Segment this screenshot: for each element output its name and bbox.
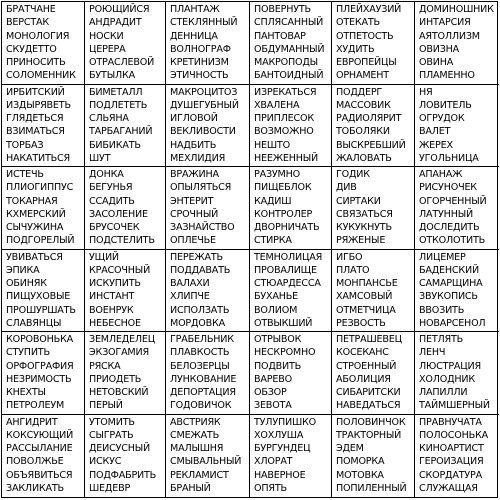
word-text: ЛИЦЕМЕР [419, 251, 466, 263]
word-text: ПОВЕРНУТЬ [254, 4, 311, 15]
word-text: РИСУНОЧЕК [419, 182, 477, 194]
word-text: КИНОАРТИСТ [419, 443, 484, 455]
word-text: ПОДВИТЬ [254, 360, 302, 372]
word-text: СЫГРАТЬ [89, 429, 134, 441]
word-cell [85, 85, 166, 168]
word-text: ТЕМНОЛИЦАЯ [254, 251, 323, 263]
word-cell [2, 332, 85, 415]
word-text: НЕБЕСНОЕ [89, 317, 141, 329]
word-text: ПОДДЕРГ [336, 86, 383, 98]
word-text: ПЛИОГИППУС [6, 182, 74, 194]
word-text: ГРАБЕЛЬНИК [170, 334, 234, 345]
word-cell [415, 167, 499, 250]
word-text: БРАНЫЙ [170, 482, 211, 494]
word-text: РАССЫЛАНИЕ [6, 443, 73, 455]
word-text: ТАРБАГАНИЙ [89, 126, 153, 138]
word-text: МОНОЛОГИЯ [6, 30, 70, 42]
word-text: НЕСКРОМНО [254, 347, 316, 359]
word-cell [332, 415, 415, 498]
word-text: ПИЩЕБЛОК [254, 182, 312, 194]
word-text: ПРИНОСИТЬ [6, 57, 66, 69]
word-text: ДОСЛЕДИТЬ [419, 222, 480, 234]
word-text: ШУТ [89, 152, 111, 164]
word-text: КУКУКНУТЬ [336, 222, 392, 234]
word-text: ОТПЕТОСТЬ [336, 30, 394, 42]
word-text: УГОЛЬНИЦА [419, 152, 479, 164]
word-text: ПЕРЫЙ [89, 400, 123, 412]
word-text: БАДЕНСКИЙ [419, 264, 479, 276]
word-text: РОЮЩИЙСЯ [89, 4, 150, 15]
word-text: СМЫВАЛЬНЫЙ [170, 456, 242, 468]
word-text: ИГЛОВОЙ [170, 113, 218, 125]
word-text: ВАЛЕТ [419, 126, 451, 138]
word-text: БУРГУНДЕЦ [254, 443, 311, 455]
word-text: МОНПАНСЬЕ [336, 278, 398, 290]
word-text: ПЛЕЙХАУЗИЙ [336, 4, 402, 15]
word-text: ЭТИЧНОСТЬ [170, 70, 229, 82]
word-text: ХЛИПЧЕ [170, 291, 210, 303]
word-cell [415, 332, 499, 415]
word-text: ТУЛУПИШКО [254, 416, 316, 428]
word-text: ЛАТУННЫЙ [419, 208, 473, 220]
word-text: ВОЛИОМ [254, 304, 298, 316]
word-text: ОТРАСЛЕВОЙ [89, 57, 155, 69]
word-text: ВЗИМАТЬСЯ [6, 126, 65, 138]
word-text: АНГИДРИТ [6, 416, 58, 428]
word-text: ДЕПОРТАЦИЯ [170, 387, 236, 399]
word-text: ЗАЗНАЙСТВО [170, 222, 235, 234]
word-text: БИМЕТАЛЛ [89, 86, 143, 98]
word-text: ПИЩУХОВЫЕ [6, 291, 71, 303]
word-cell [85, 2, 166, 85]
word-text: ПОЛОСОНЬКА [419, 429, 488, 441]
word-text: ГЛЯДЕТЬСЯ [6, 113, 64, 125]
word-text: СТРОЕННЫЙ [336, 360, 397, 372]
word-text: БЕЛОЗЕРЦЫ [170, 360, 230, 372]
word-text: РЯЖЕНЫЕ [336, 235, 386, 247]
word-text: ПОДГОРЕЛЫЙ [6, 235, 75, 247]
word-text: ЗАКЛИКАТЬ [6, 482, 64, 494]
word-text: ЭНТЕРИТ [170, 195, 214, 207]
word-text: ОПЛЕЧЬЕ [170, 235, 216, 247]
word-text: РЕЗВОСТЬ [336, 317, 386, 329]
word-text: ПОВОЛЖЬЕ [6, 456, 64, 468]
word-text: ВОЛНОГРАФ [170, 43, 231, 55]
word-text: ДОНКА [89, 169, 124, 180]
word-text: АВСТРИЯК [170, 416, 221, 428]
word-text: НЕТОВСКИЙ [89, 387, 149, 399]
word-text: ВОЗМОЖНО [254, 126, 314, 138]
word-text: ПЛАТО [336, 264, 370, 276]
word-text: ССАДИТЬ [89, 195, 135, 207]
word-text: САМАРЩИНА [419, 278, 483, 290]
word-text: ЗЕВОТА [254, 400, 292, 412]
word-cell [2, 415, 85, 498]
word-text: ХУДИТЬ [336, 43, 375, 55]
word-text: ВРАЖИНА [170, 169, 219, 180]
word-cell [2, 2, 85, 85]
word-text: БИБИКАТЬ [89, 139, 141, 151]
word-text: НЯ [419, 86, 433, 98]
word-text: ПЕТРОЛЕУМ [6, 400, 65, 412]
word-cell [250, 250, 332, 333]
word-text: ЛАПИЛЛИ [419, 387, 468, 399]
word-text: ПЕТРАШЕВЕЦ [336, 334, 402, 345]
word-text: ПОПИЛЕННЫЙ [336, 482, 407, 494]
word-text: ПЕРЕЖАТЬ [170, 251, 223, 263]
word-text: ВЕКЛИВОСТИ [170, 126, 236, 138]
word-text: НЕЕЖЕННЫЙ [254, 152, 319, 164]
word-cell [250, 167, 332, 250]
word-text: ОПЫЛЯТЬСЯ [170, 182, 232, 194]
word-text: ОРФОГРАФИЯ [6, 360, 74, 372]
word-text: ЛОВИТЕЛЬ [419, 99, 472, 111]
word-cell [415, 415, 499, 498]
word-text: СИБАРИТСКИ [336, 387, 401, 399]
word-text: ПРИОДЕТЬ [89, 373, 142, 385]
word-text: СТИРКА [254, 235, 292, 247]
word-text: КОРОВОНЬКА [6, 334, 74, 345]
word-text: КРЕТИНИЗМ [170, 57, 229, 69]
word-text: ОБЪЯВИТЬСЯ [6, 469, 73, 481]
word-cell [250, 332, 332, 415]
word-text: СРОЧНЫЙ [170, 208, 219, 220]
word-cell [2, 85, 85, 168]
word-text: КХМЕРСКИЙ [6, 208, 66, 220]
word-text: ОПЯТЬ [254, 482, 287, 494]
word-text: ИСКУС [89, 456, 122, 468]
word-text: ОГОРЧЕННЫЙ [419, 195, 487, 207]
word-text: КОСЕКАНС [336, 347, 389, 359]
word-cell [250, 85, 332, 168]
word-text: ЛЮСТРАЦИЯ [419, 360, 481, 372]
word-cell [166, 2, 250, 85]
word-text: ИГБО [336, 251, 363, 263]
word-text: ПРИПЛЕСОК [254, 113, 314, 125]
word-text: КОКСУЮЩИЙ [6, 429, 74, 441]
word-text: ПЛАВКОСТЬ [170, 347, 230, 359]
word-text: ХОХЛУША [254, 429, 304, 441]
word-cell [85, 167, 166, 250]
word-text: ПОЛОВИНЧОК [336, 416, 406, 428]
word-text: ДЕИСУСНЫЙ [89, 443, 151, 455]
word-text: ДЕННИЦА [170, 30, 218, 42]
word-text: УТОМИТЬ [89, 416, 135, 428]
word-text: НОВАРСЕНОЛ [419, 317, 486, 329]
word-cell [2, 250, 85, 333]
word-text: ВАЛАХИ [170, 278, 210, 290]
word-text: ГОДОВИЧОК [170, 400, 232, 412]
word-cell [85, 250, 166, 333]
word-text: ИНТАРСИЯ [419, 17, 471, 29]
word-text: ИНСТАНТ [89, 291, 135, 303]
word-cell [332, 167, 415, 250]
word-text: ГОДИК [336, 169, 370, 180]
word-text: ИСКУПИТЬ [89, 278, 141, 290]
word-text: ОВИНА [419, 57, 454, 69]
word-text: ТРАКТОРНЫЙ [336, 429, 402, 441]
word-text: ВЫСКРЕБШИЙ [336, 139, 406, 151]
word-cell [415, 250, 499, 333]
word-cell [332, 250, 415, 333]
word-text: ПЛАМЕННО [419, 70, 475, 82]
word-text: ЕВРОПЕЙЦЫ [336, 57, 397, 69]
word-text: МАКРОПОДЫ [254, 57, 318, 69]
word-text: АБОЛИЦИЯ [336, 373, 391, 385]
word-text: ЛЕНЧ [419, 347, 446, 359]
word-text: УЩИЙ [89, 251, 119, 263]
word-text: ЖАЛОВАТЬ [336, 152, 392, 164]
word-text: КНЕХТЫ [6, 387, 46, 399]
word-text: ОВИЗНА [419, 43, 460, 55]
word-cell [166, 167, 250, 250]
word-text: НАВЕДАТЬСЯ [336, 400, 401, 412]
word-text: ИСТЕЧЬ [6, 169, 44, 180]
word-text: СИРТАКИ [336, 195, 381, 207]
word-text: ОТКОЛОТИТЬ [419, 235, 486, 247]
word-text: БРАТЧАНЕ [6, 4, 56, 15]
word-text: ДВОРНИЧАТЬ [254, 222, 320, 234]
word-text: НАДБИТЬ [170, 139, 217, 151]
word-text: ИРБИТСКИЙ [6, 86, 65, 98]
word-text: СКОРДАТУРА [419, 469, 482, 481]
word-cell [332, 2, 415, 85]
word-text: НАВЕРНОЕ [254, 469, 306, 481]
word-text: МАКРОЦИТОЗ [170, 86, 238, 98]
word-text: ОРНАМЕНТ [336, 70, 389, 82]
word-text: ВВОЗИТЬ [419, 304, 465, 316]
word-text: РЕКЛАМИСТ [170, 469, 229, 481]
word-text: ОБИНЯК [6, 278, 47, 290]
word-text: ХАМСОВЫЙ [336, 291, 393, 303]
word-text: ПОДЛЕТЕТЬ [89, 99, 148, 111]
word-text: КАДИШ [254, 195, 292, 207]
word-text: ВАРЕВО [254, 373, 292, 385]
word-text: ТАЙМШЕРНЫЙ [419, 400, 490, 412]
word-text: БЕГУНЬЯ [89, 182, 133, 194]
word-text: ДОМИНОШНИК [419, 4, 494, 15]
word-text: СОЛОМЕННИК [6, 70, 76, 82]
word-text: УВИВАТЬСЯ [6, 251, 63, 263]
word-text: ПРАВНУЧАТА [419, 416, 482, 428]
word-text: ОТВЫКШИЙ [254, 317, 313, 329]
word-text: ПОМОРКА [336, 456, 385, 468]
word-cell [85, 332, 166, 415]
word-text: РАЗУМНО [254, 169, 300, 180]
word-cell [166, 85, 250, 168]
word-text: ГЕРОИЗАЦИЯ [419, 456, 484, 468]
word-text: ХЛОРАТ [254, 456, 293, 468]
word-cell [332, 85, 415, 168]
word-text: ЭДЕМ [336, 443, 364, 455]
word-text: НЕШТО [254, 139, 290, 151]
word-text: ОТЕКАТЬ [336, 17, 380, 29]
word-text: СЛУЖАЩАЯ [419, 482, 478, 494]
word-text: ТОБОЛЯКИ [336, 126, 390, 138]
word-cell [85, 415, 166, 498]
word-text: ДИВ [336, 182, 357, 194]
word-text: ПОДФАБРИТЬ [89, 469, 157, 481]
word-text: БРУСОЧЕК [89, 222, 140, 234]
word-text: ХВАЛЕНА [254, 99, 300, 111]
word-text: БУТЫЛКА [89, 70, 135, 82]
word-text: МОРДОВКА [170, 317, 226, 329]
word-text: ХОЛОДНИК [419, 373, 475, 385]
word-text: ЗЕМЛЕДЕЛЕЦ [89, 334, 156, 345]
word-cell [2, 167, 85, 250]
word-text: ЭКЗОГАМИЯ [89, 347, 149, 359]
word-cell [332, 332, 415, 415]
word-text: ИСПОЛЗАТЬ [170, 304, 230, 316]
word-text: СТЕКЛЯННЫЙ [170, 17, 238, 29]
word-text: ДУШЕГУБНЫЙ [170, 99, 239, 111]
word-text: МАЛЫШНЯ [170, 443, 224, 455]
word-text: ОТМЕТЧИЦА [336, 304, 396, 316]
word-text: ТОРБАЗ [6, 139, 44, 151]
word-text: ОБДУМАННЫЙ [254, 43, 325, 55]
word-text: АНДРАДИТ [89, 17, 142, 29]
word-cell [415, 85, 499, 168]
word-text: ПРОВАЛИЩЕ [254, 264, 317, 276]
word-text: ВОЕНРУК [89, 304, 134, 316]
word-text: ЦЕРЕРА [89, 43, 126, 55]
word-text: БУХАНЬЕ [254, 291, 299, 303]
word-text: СКУДЕТТО [6, 43, 57, 55]
word-text: ОБЗОР [254, 387, 287, 399]
word-cell [166, 332, 250, 415]
word-text: ЗВУКОПИСЬ [419, 291, 478, 303]
word-text: СМЕЖАТЬ [170, 429, 219, 441]
word-text: НЕЗРИМОСТЬ [6, 373, 72, 385]
word-text: СПЛЯСАННЫЙ [254, 17, 324, 29]
word-text: ОГРУДОК [419, 113, 465, 125]
word-text: АЯТОЛЛИЗМ [419, 30, 480, 42]
word-text: МЕХЛИДИЯ [170, 152, 226, 164]
word-text: СВЯЗАТЬСЯ [336, 208, 393, 220]
word-text: ШЕДЕВР [89, 482, 131, 494]
word-text: ПОДСТЕЛИТЬ [89, 235, 155, 247]
word-cell [166, 250, 250, 333]
word-text: ИЗДЫРЯВЕТЬ [6, 99, 71, 111]
word-text: ПАНТОВАР [254, 30, 306, 42]
word-text: ПРОШУРШАТЬ [6, 304, 76, 316]
word-text: ТОКАРНАЯ [6, 195, 58, 207]
word-text: ЗАСОЛЕНИЕ [89, 208, 148, 220]
word-text: ВЕРСТАК [6, 17, 49, 29]
word-text: РЯСКА [89, 360, 121, 372]
word-text: АПАНАЖ [419, 169, 463, 180]
word-text: ОТРЫВОК [254, 334, 302, 345]
word-cell [250, 2, 332, 85]
word-text: СЫЧУЖИНА [6, 222, 64, 234]
word-text: СТЮАРДЕССА [254, 278, 321, 290]
word-text: СТУПИТЬ [6, 347, 50, 359]
word-text: БАНТОИДНЫЙ [254, 70, 324, 82]
word-text: МОТОВКА [336, 469, 384, 481]
word-text: ПОДДАВАТЬ [170, 264, 231, 276]
word-text: КРАСОЧНЫЙ [89, 264, 151, 276]
word-text: ПЛАНТАЖ [170, 4, 220, 15]
word-text: РАДИОЛЯРИТ [336, 113, 402, 125]
word-text: ЛУНКОВАНИЕ [170, 373, 237, 385]
word-text: КОНТРОЛЕР [254, 208, 313, 220]
word-text: НАКАТИТЬСЯ [6, 152, 70, 164]
word-text: СЛЬЯНА [89, 113, 129, 125]
word-text: НОСКИ [89, 30, 124, 42]
word-text: ПЕТЛЯТЬ [419, 334, 464, 345]
word-text: СЛАВЯНЦЫ [6, 317, 62, 329]
word-text: ИЗРЕКАТЬСЯ [254, 86, 317, 98]
word-grid [1, 1, 498, 498]
word-cell [250, 415, 332, 498]
word-cell [166, 415, 250, 498]
word-text: МАССОВИК [336, 99, 391, 111]
word-text: ЭПИКА [6, 264, 40, 276]
word-cell [415, 2, 499, 85]
word-text: ЖЕРЕХ [419, 139, 453, 151]
